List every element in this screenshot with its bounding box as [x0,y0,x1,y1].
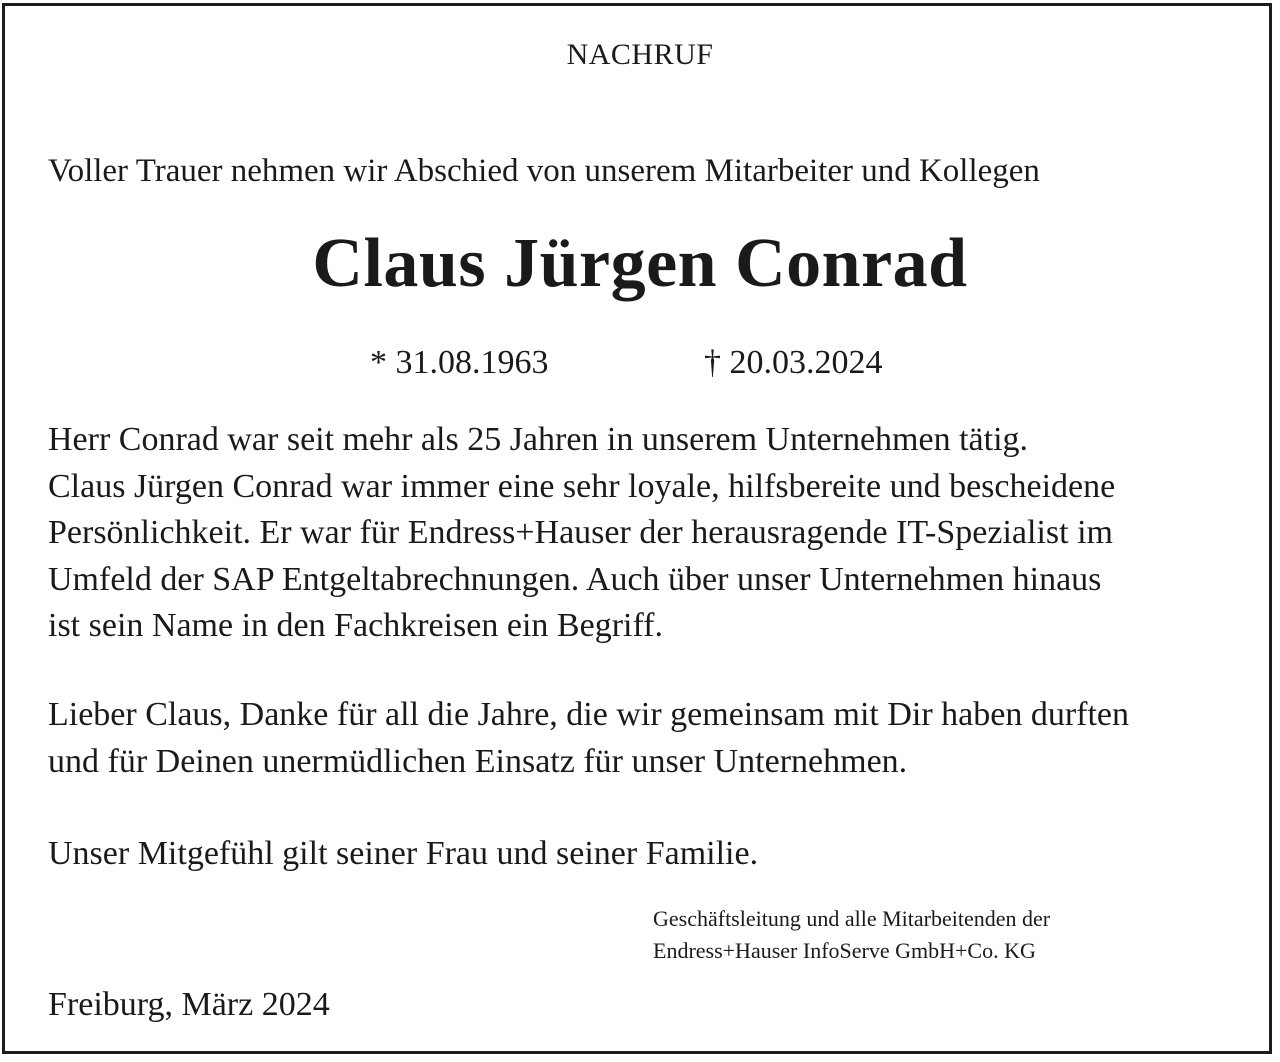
place-date: Freiburg, März 2024 [48,986,330,1023]
text-line: Lieber Claus, Danke für all die Jahre, die wir gemeinsam mit Dir haben durften [48,696,1130,733]
text-line: Claus Jürgen Conrad war immer eine sehr loyale, hilfsbereite und bescheidene [48,467,1116,505]
notice-heading: NACHRUF [566,38,714,71]
text-line: Persönlichkeit. Er war für Endress+Hauser der herausragende IT-Spezialist im [48,514,1113,551]
text-line: und für Deinen unermüdlichen Einsatz für unser Unternehmen. [48,742,908,780]
birth-date: * 31.08.1963 [370,344,549,381]
intro-text: Voller Trauer nehmen wir Abschied von unserem Mitarbeiter und Kollegen [48,153,1040,189]
text-line: ist sein Name in den Fachkreisen ein Begriff. [48,607,663,644]
deceased-name: Claus Jürgen Conrad [312,225,968,302]
text-line: Umfeld der SAP Entgeltabrechnungen. Auch über unser Unternehmen hinaus [48,560,1102,598]
text-line: Herr Conrad war seit mehr als 25 Jahren in unserem Unternehmen tätig. [48,421,1029,458]
condolence-paragraph [48,831,758,878]
text-line: Unser Mitgefühl gilt seiner Frau und seiner Familie. [48,835,759,872]
thanks-paragraph [48,692,1129,785]
signature-block [653,903,1050,967]
death-date: † 20.03.2024 [704,344,883,381]
signature-line: Endress+Hauser InfoServe GmbH+Co. KG [653,938,1036,963]
signature-line: Geschäftsleitung und alle Mitarbeitenden der [653,906,1051,931]
tribute-paragraph [48,417,1115,650]
